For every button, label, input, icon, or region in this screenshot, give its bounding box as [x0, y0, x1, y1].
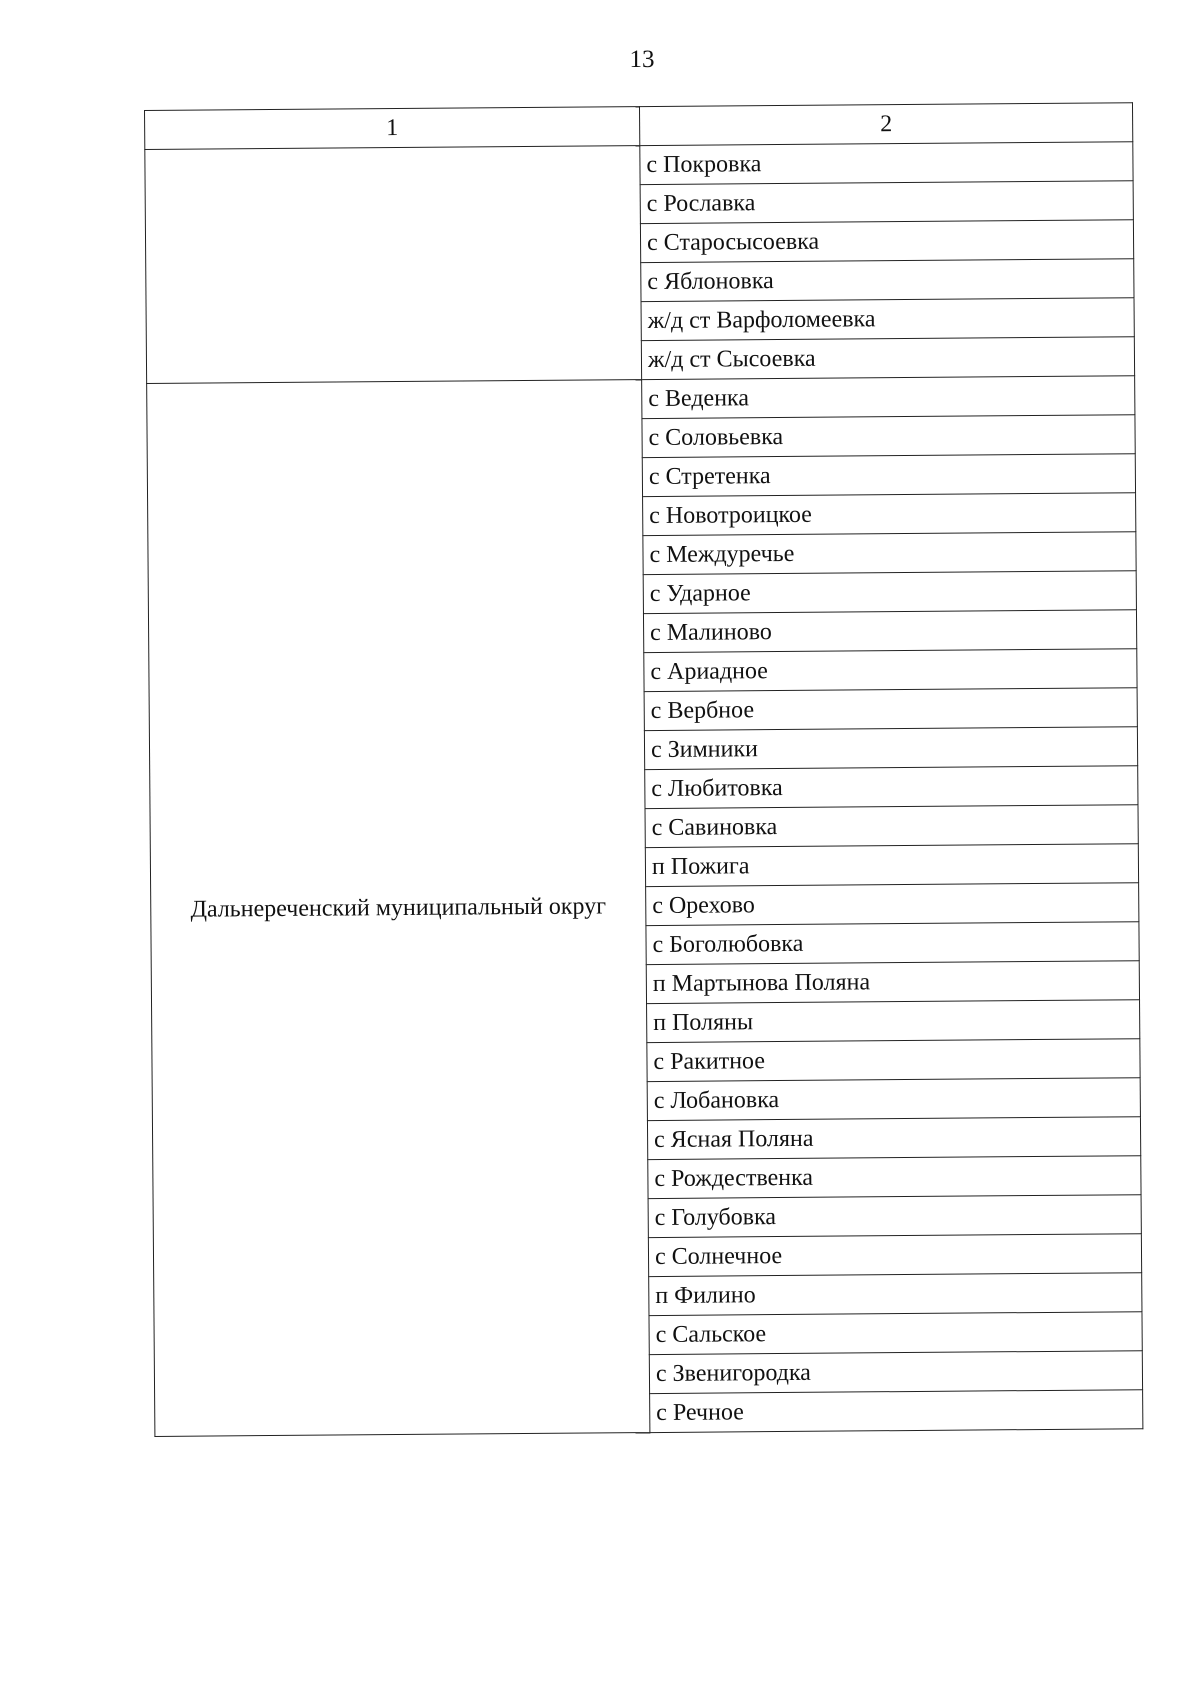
settlement-cell: с Зимники — [644, 727, 1137, 770]
settlement-cell: с Яблоновка — [641, 259, 1134, 302]
settlement-cell: с Ударное — [643, 571, 1136, 614]
settlement-cell: с Любитовка — [645, 766, 1138, 809]
settlement-cell: с Вербное — [644, 688, 1137, 731]
settlement-cell: п Пожига — [645, 844, 1138, 887]
settlement-cell: с Малиново — [643, 610, 1136, 653]
settlement-cell: с Новотроицкое — [643, 493, 1136, 536]
settlement-cell: с Савиновка — [645, 805, 1138, 848]
page-number: 13 — [629, 46, 655, 73]
settlement-cell: с Ракитное — [647, 1039, 1140, 1082]
settlement-cell: ж/д ст Варфоломеевка — [641, 298, 1134, 341]
settlement-cell: ж/д ст Сысоевка — [641, 337, 1134, 380]
settlements-table — [144, 102, 1143, 1437]
settlement-cell: п Мартынова Поляна — [646, 961, 1139, 1004]
settlement-cell: с Сальское — [649, 1312, 1142, 1355]
settlement-cell: с Речное — [650, 1390, 1143, 1433]
settlement-cell: с Лобановка — [647, 1078, 1140, 1121]
settlement-cell: с Голубовка — [648, 1195, 1141, 1238]
settlement-cell: с Рождественка — [648, 1156, 1141, 1199]
column-header-1: 1 — [145, 107, 640, 150]
settlement-cell: с Стретенка — [642, 454, 1135, 497]
settlement-cell: с Ясная Поляна — [647, 1117, 1140, 1160]
district-cell — [145, 146, 642, 384]
settlement-cell: с Старосысоевка — [640, 220, 1133, 263]
settlement-cell: с Покровка — [640, 142, 1133, 185]
settlement-cell: с Звенигородка — [649, 1351, 1142, 1394]
settlement-cell: с Рославка — [640, 181, 1133, 224]
district-cell: Дальнереченский муниципальный округ — [147, 380, 650, 1437]
settlement-cell: с Соловьевка — [642, 415, 1135, 458]
settlement-cell: с Солнечное — [648, 1234, 1141, 1277]
column-header-2: 2 — [639, 103, 1132, 146]
settlement-cell: с Ариадное — [644, 649, 1137, 692]
table-body — [145, 142, 1143, 1437]
settlement-cell: п Поляны — [647, 1000, 1140, 1043]
settlement-cell: п Филино — [649, 1273, 1142, 1316]
settlement-cell: с Междуречье — [643, 532, 1136, 575]
settlement-cell: с Боголюбовка — [646, 922, 1139, 965]
settlement-cell: с Веденка — [642, 376, 1135, 419]
settlement-cell: с Орехово — [646, 883, 1139, 926]
